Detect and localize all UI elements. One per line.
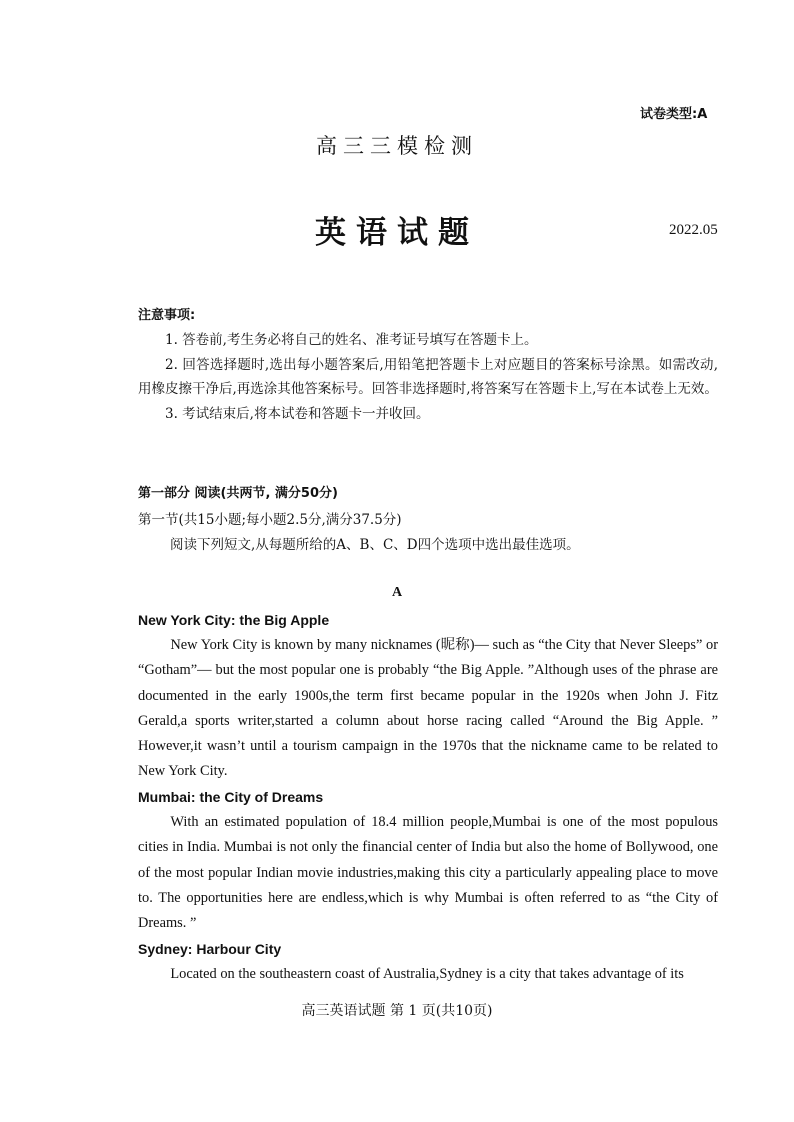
passage-heading: Mumbai: the City of Dreams [138,789,324,805]
page-footer: 高三英语试题 第 1 页(共10页) [301,1003,493,1019]
notice-item: 3. 考试结束后,将本试卷和答题卡一并收回。 [165,405,430,422]
exam-subtitle: 高三三模检测 [316,134,478,158]
subsection-heading: 第一节(共15小题;每小题2.5分,满分37.5分) [138,512,402,528]
notice-list [138,328,718,426]
passage-block-mumbai [138,785,718,936]
paper-type-label: 试卷类型:A [640,107,708,122]
notice-item: 2. 回答选择题时,选出每小题答案后,用铅笔把答题卡上对应题目的答案标号涂黑。如需改动,用橡皮擦干净后,再选涂其他答案标号。回答非选择题时,将答案写在答题卡上,写在本试卷上无效。 [138,356,718,397]
passage-heading: Sydney: Harbour City [138,941,282,957]
passage-label: A [391,585,403,600]
notice-item: 1. 答卷前,考生务必将自己的姓名、准考证号填写在答题卡上。 [165,332,538,348]
passage-heading: New York City: the Big Apple [138,612,330,628]
passage-block-sydney [138,937,718,987]
section-instruction: 阅读下列短文,从每题所给的A、B、C、D四个选项中选出最佳选项。 [170,537,580,553]
exam-date: 2022.05 [669,222,718,238]
notice-heading: 注意事项: [138,308,196,323]
passage-block-new-york [138,608,718,784]
passage-paragraph: New York City is known by many nicknames (昵称)— such as “the City that Never Sleeps” or “Gotham”— but the most popular one is probably “the Big Apple. ”Although uses of the phrase are documented in the early 1900s,the term first became popular in the 1920s when John J. Fitz Gerald,a sports writer,started a column about horse racing called “Around the Big Apple. ” However,it wasn’t until a tourism campaign in the 1970s that the nickname came to be related to New York City. [138,637,718,780]
part-heading: 第一部分 阅读(共两节, 满分50分) [138,486,338,501]
passage-paragraph: Located on the southeastern coast of Australia,Sydney is a city that takes advantage of its [170,966,684,983]
passage-paragraph: With an estimated population of 18.4 million people,Mumbai is one of the most populous cities in India. Mumbai is not only the financial center of India but also the home of Bollywood, one of the most popular Indian movie industries,making this city a particularly appealing place to move to. The opportunities here are endless,which is why Mumbai is often referred to as “the City of Dreams. ” [138,814,718,932]
exam-title: 英语试题 [315,215,479,251]
